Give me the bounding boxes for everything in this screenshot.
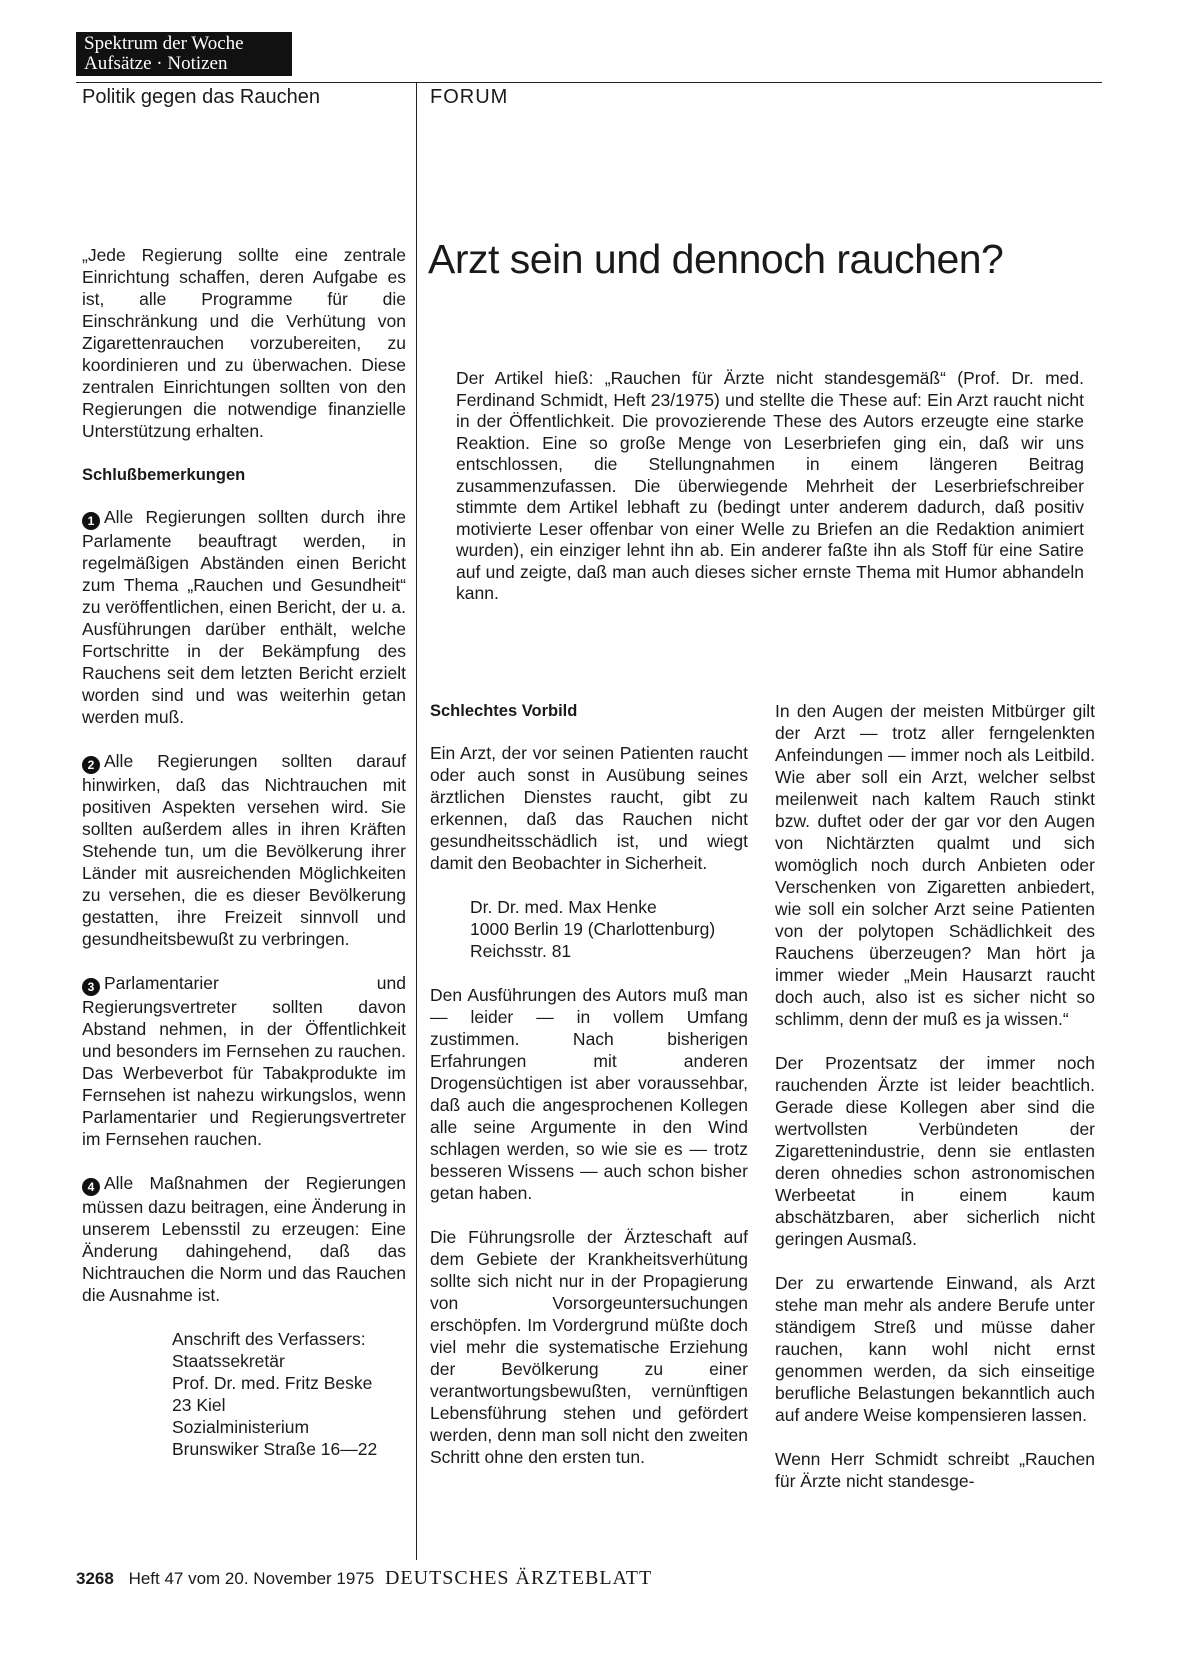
right-column — [775, 700, 1095, 1514]
point-4 — [82, 1172, 406, 1306]
article-headline: Arzt sein und dennoch rauchen? — [428, 236, 1004, 282]
middle-paragraph-2: Den Ausführungen des Autors muß man — leider — in vollem Umfang zustimmen. Nach bisherigen Erfahrungen mit anderen Drogensüchtigen ist aber voraussehbar, daß auch die angesprochenen Kollegen alle seine Argumente in den Wind schlagen werden, so wie sie es — trotz besseren Wissens — auch schon bisher getan haben. — [430, 985, 748, 1203]
left-intro-paragraph: „Jede Regierung sollte eine zentrale Einrichtung schaffen, deren Aufgabe es ist, alle Programme für die Einschränkung und die Verhütung von Zigarettenrauchen vorzubereiten, zu koordinieren und zu überwachen. Diese zentralen Einrichtungen sollten von den Regierungen die notwendige finanzielle Unterstützung erhalten. — [82, 245, 406, 441]
right-paragraph-2: Der Prozentsatz der immer noch rauchenden Ärzte ist leider beachtlich. Gerade diese Kollegen aber sind die wertvollsten Verbündeten der Zigarettenindustrie, denn sie entlasten deren ohnedies schon astronomischen Werbeetat in einem kaum abschätzbaren, aber sicherlich nicht geringen Ausmaß. — [775, 1053, 1095, 1249]
letter-signature — [470, 896, 748, 962]
left-column — [82, 244, 406, 1460]
address-line: Sozialministerium — [172, 1417, 310, 1437]
address-line: Anschrift des Verfassers: — [172, 1329, 366, 1349]
middle-paragraph-1: Ein Arzt, der vor seinen Patienten raucht oder auch sonst in Ausübung seines ärztlichen Dienstes raucht, gibt zu erkennen, daß das Rauchen nicht gesundheitsschädlich ist, und wiegt damit den Beobachter in Sicherheit. — [430, 743, 748, 873]
address-line: Brunswiker Straße 16—22 — [172, 1439, 378, 1459]
intro-paragraph: Der Artikel hieß: „Rauchen für Ärzte nicht standesgemäß“ (Prof. Dr. med. Ferdinand Schmidt, Heft 23/1975) und stellte die These auf: Ein Arzt raucht nicht in der Öffentlichkeit. Die provozierende These des Autors erzeugte eine starke Reaktion. Eine so große Menge von Leserbriefen ging ein, daß wir uns entschlossen, die Stellungnahmen in einem längeren Beitrag zusammenzufassen. Die überwiegende Mehrheit der Leserbriefschreiber stimmte dem Artikel lebhaft zu (bedingt unter anderem dadurch, daß positiv motivierte Leser offenbar von einer Welle zu Briefen an die Redaktion animiert wurden), ein einziger lehnt ihn ab. Ein anderer faßte ihn als Stoff für eine Satire auf und zeigte, daß man auch dieses sicher ernste Thema mit Humor abhandeln kann. — [456, 368, 1084, 603]
point-4-text: Alle Maßnahmen der Regierungen müssen dazu beitragen, eine Änderung in unserem Lebensstil zu erzeugen: Eine Änderung dahingehend, daß das Nichtrauchen die Norm und das Rauchen die Ausnahme ist. — [82, 1173, 406, 1305]
left-subheading: Schlußbemerkungen — [82, 466, 246, 484]
page-number: 3268 — [76, 1569, 114, 1588]
point-1 — [82, 506, 406, 728]
column-divider — [416, 82, 417, 1560]
signature-line: Reichsstr. 81 — [470, 941, 572, 961]
page-footer — [76, 1567, 652, 1590]
journal-name: DEUTSCHES ÄRZTEBLATT — [384, 1567, 653, 1589]
signature-line: Dr. Dr. med. Max Henke — [470, 897, 657, 917]
middle-paragraph-3: Die Führungsrolle der Ärzteschaft auf dem Gebiete der Krankheitsverhütung sollte sich nicht nur in der Propagierung von Vorsorgeuntersuchungen erschöpfen. Im Vordergrund müßte doch viel mehr die systematische Erziehung der Bevölkerung zu einer verantwortungsbewußten, vernünftigen Lebensführung stehen und gefördert werden, denn man soll nicht den zweiten Schritt ohne den ersten tun. — [430, 1227, 748, 1467]
number-3-icon: 3 — [82, 978, 100, 996]
address-line: 23 Kiel — [172, 1395, 226, 1415]
point-3 — [82, 972, 406, 1150]
point-3-text: Parlamentarier und Regierungsvertreter sollten davon Abstand nehmen, in der Öffentlichkeit und besonders im Fernsehen zu rauchen. Das Werbeverbot für Tabakprodukte im Fernsehen ist nahezu wirkungslos, wenn Parlamentarier und Regierungsvertreter im Fernsehen rauchen. — [82, 973, 406, 1149]
top-rule — [76, 82, 1102, 83]
right-paragraph-1: In den Augen der meisten Mitbürger gilt der Arzt — trotz aller ferngelenkten Anfeindungen — immer noch als Leitbild. Wie aber soll ein Arzt, welcher selbst meilenweit nach kaltem Rauch stinkt bzw. duftet oder der gar vor den Augen von Nichtärzten qualmt und sich womöglich noch durch Anbieten oder Verschenken von Zigaretten anbiedert, wie soll ein solcher Arzt seine Patienten von der polytopen Schädlichkeit des Rauchens überzeugen? Man hört ja immer wieder „Mein Hausarzt raucht doch auch, also ist es sicher nicht so schlimm, denn der muß es ja wissen.“ — [775, 701, 1095, 1029]
point-1-text: Alle Regierungen sollten durch ihre Parlamente beauftragt werden, in regelmäßigen Abständen einen Bericht zum Thema „Rauchen und Gesundheit“ zu veröffentlichen, einen Bericht, der u. a. Ausführungen darüber enthält, welche Fortschritte in der Bekämpfung des Rauchens seit dem letzten Bericht erzielt worden sind und was weiterhin getan werden muß. — [82, 507, 406, 727]
middle-column — [430, 700, 748, 1490]
header-line-1: Spektrum der Woche — [84, 33, 244, 54]
author-address — [172, 1328, 406, 1460]
address-line: Staatssekretär — [172, 1351, 285, 1371]
header-line-2: Aufsätze · Notizen — [84, 53, 228, 74]
point-2-text: Alle Regierungen sollten darauf hinwirken, daß das Nichtrauchen mit positiven Aspekten versehen wird. Sie sollten außerdem alles in ihren Kräften Stehende tun, um die Bevölkerung ihrer Länder mit ausreichenden Möglichkeiten zu versehen, die es dieser Bevölkerung gestatten, ihre Freizeit sinnvoll und gesundheitsbewußt zu verbringen. — [82, 751, 406, 949]
left-section-title: Politik gegen das Rauchen — [82, 86, 320, 108]
section-header-box — [76, 32, 292, 76]
right-section-title: FORUM — [430, 86, 509, 108]
right-paragraph-3: Der zu erwartende Einwand, als Arzt stehe man mehr als andere Berufe unter ständigem Streß und müsse daher rauchen, kann wohl nicht ernst genommen werden, da sich einseitige berufliche Belastungen bekanntlich auch auf andere Weise kompensieren lassen. — [775, 1273, 1095, 1425]
number-1-icon: 1 — [82, 512, 100, 530]
address-line: Prof. Dr. med. Fritz Beske — [172, 1373, 373, 1393]
number-4-icon: 4 — [82, 1178, 100, 1196]
issue-info: Heft 47 vom 20. November 1975 — [128, 1569, 375, 1588]
point-2 — [82, 750, 406, 950]
middle-subheading: Schlechtes Vorbild — [430, 702, 578, 720]
number-2-icon: 2 — [82, 756, 100, 774]
right-paragraph-4: Wenn Herr Schmidt schreibt „Rauchen für Ärzte nicht standesge- — [775, 1449, 1095, 1491]
signature-line: 1000 Berlin 19 (Charlottenburg) — [470, 919, 716, 939]
